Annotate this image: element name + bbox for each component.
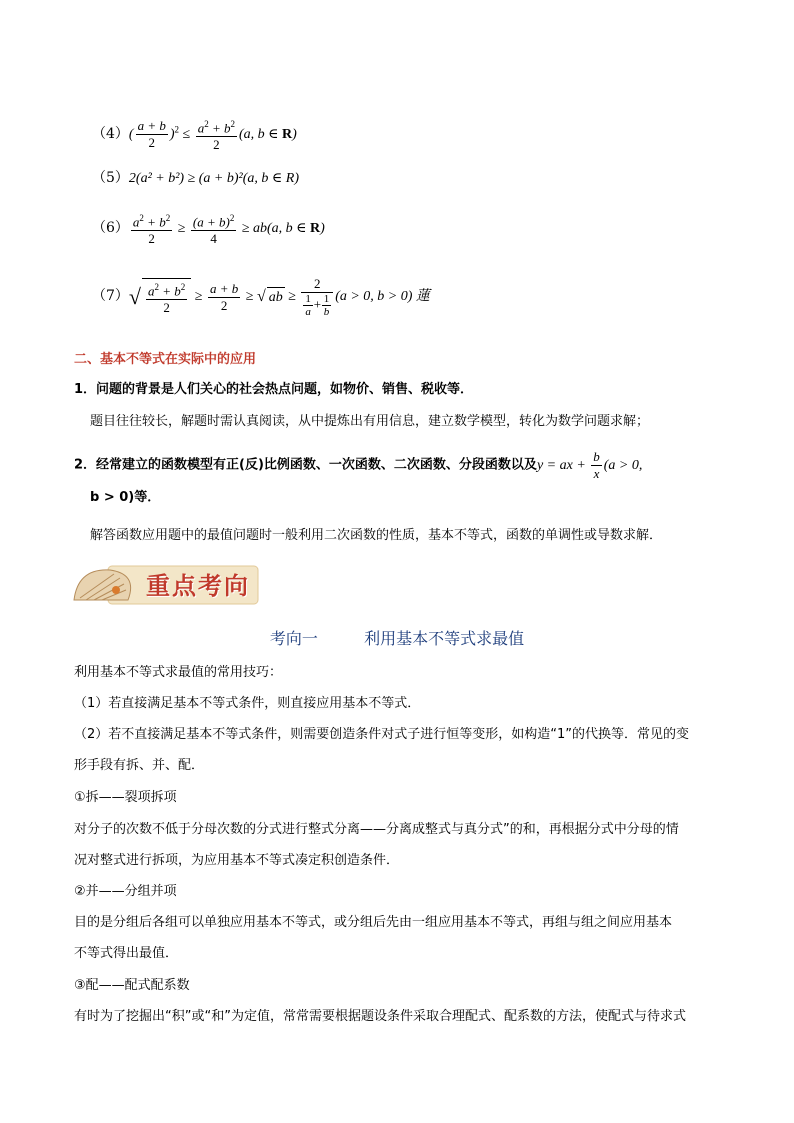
real-set-symbol: R bbox=[282, 126, 293, 142]
formula-6: （6） $\frac{a^2 + b^2}{2}$ ≥ $\frac{(a + b)^2}{4}$ ≥ ab(a, b ∈ R) bbox=[92, 213, 325, 247]
bing-line-1: 目的是分组后各组可以单独应用基本不等式，或分组后先由一组应用基本不等式，再组与组之间应用基本 bbox=[74, 915, 673, 930]
tip-1: （1）若直接满足基本不等式条件，则直接应用基本不等式． bbox=[74, 696, 421, 711]
pei-line-1: 有时为了挖掘出“积”或“和”为定值，常常需要根据题设条件采取合理配式、配系数的方法，使配式与待求式 bbox=[74, 1009, 686, 1024]
chai-line-1: 对分子的次数不低于分母次数的分式进行整式分离——分离成整式与真分式”的和，再根据分式中分母的情 bbox=[74, 822, 679, 837]
kaoxiang-intro: 利用基本不等式求最值的常用技巧： bbox=[74, 665, 283, 680]
section-2-item-2-formula: y = ax + $\frac{b}{x}$ (a > 0, bbox=[536, 449, 643, 481]
formula-4: （4）( $\frac{a + b}{2}$ )$^2$ ≤ $\frac{a^2 + b^2}{2}$ (a, b ∈ R) bbox=[92, 118, 297, 153]
section-2-item-2-text: 2．经常建立的函数模型有正(反)比例函数、一次函数、二次函数、分段函数以及 bbox=[74, 457, 537, 473]
section-2-item-1-body: 题目往往较长，解题时需认真阅读，从中提炼出有用信息，建立数学模型，转化为数学问题求解； bbox=[90, 414, 650, 429]
section-2-item-2-body: 解答函数应用题中的最值问题时一般利用二次函数的性质，基本不等式，函数的单调性或导数求解． bbox=[90, 528, 663, 543]
formula-7: （7）√ $\frac{a^2 + b^2}{2}$ ≥ $\frac{a + b}{2}$ ≥ √ ab ≥ 2 $\frac{1}{a}$ + $\frac{1}{b}$ (a > 0, b > 0) 蓮 bbox=[92, 276, 430, 318]
formula-5-body: 2(a² + b²) ≥ (a + b)²(a, b ∈ R) bbox=[128, 171, 299, 186]
formula-7-suffix: (a > 0, b > 0) 蓮 bbox=[335, 289, 430, 305]
key-direction-banner bbox=[68, 560, 263, 610]
tip-2-line-1: （2）若不直接满足基本不等式条件，则需要创造条件对式子进行恒等变形，如构造“1”的代换等．常见的变 bbox=[74, 727, 690, 742]
kaoxiang-number: 考向一 bbox=[269, 629, 318, 648]
formula-7-label: （7） bbox=[92, 288, 129, 305]
pei-heading: ③配——配式配系数 bbox=[74, 978, 190, 993]
chai-line-2: 况对整式进行拆项，为应用基本不等式凑定积创造条件． bbox=[74, 853, 400, 868]
section-2-item-2-heading bbox=[74, 449, 642, 482]
banner-title: 重点考向 bbox=[146, 572, 250, 600]
kaoxiang-title bbox=[0, 626, 794, 649]
formula-5-label: （5） bbox=[92, 170, 129, 186]
kaoxiang-topic: 利用基本不等式求最值 bbox=[364, 629, 525, 648]
bing-heading: ②并——分组并项 bbox=[74, 884, 177, 899]
bing-line-2: 不等式得出最值． bbox=[74, 946, 179, 961]
tip-2-line-2: 形手段有拆、并、配． bbox=[74, 758, 205, 773]
section-2-title: 二、基本不等式在实际中的应用 bbox=[74, 352, 257, 367]
chai-heading: ①拆——裂项拆项 bbox=[74, 790, 177, 805]
formula-4-label: （4） bbox=[92, 125, 129, 142]
formula-5 bbox=[92, 168, 299, 189]
section-2-item-2-continuation: b > 0)等． bbox=[90, 490, 161, 505]
formula-6-label: （6） bbox=[92, 219, 129, 236]
section-2-item-1-heading: 1．问题的背景是人们关心的社会热点问题，如物价、销售、税收等． bbox=[74, 382, 474, 397]
